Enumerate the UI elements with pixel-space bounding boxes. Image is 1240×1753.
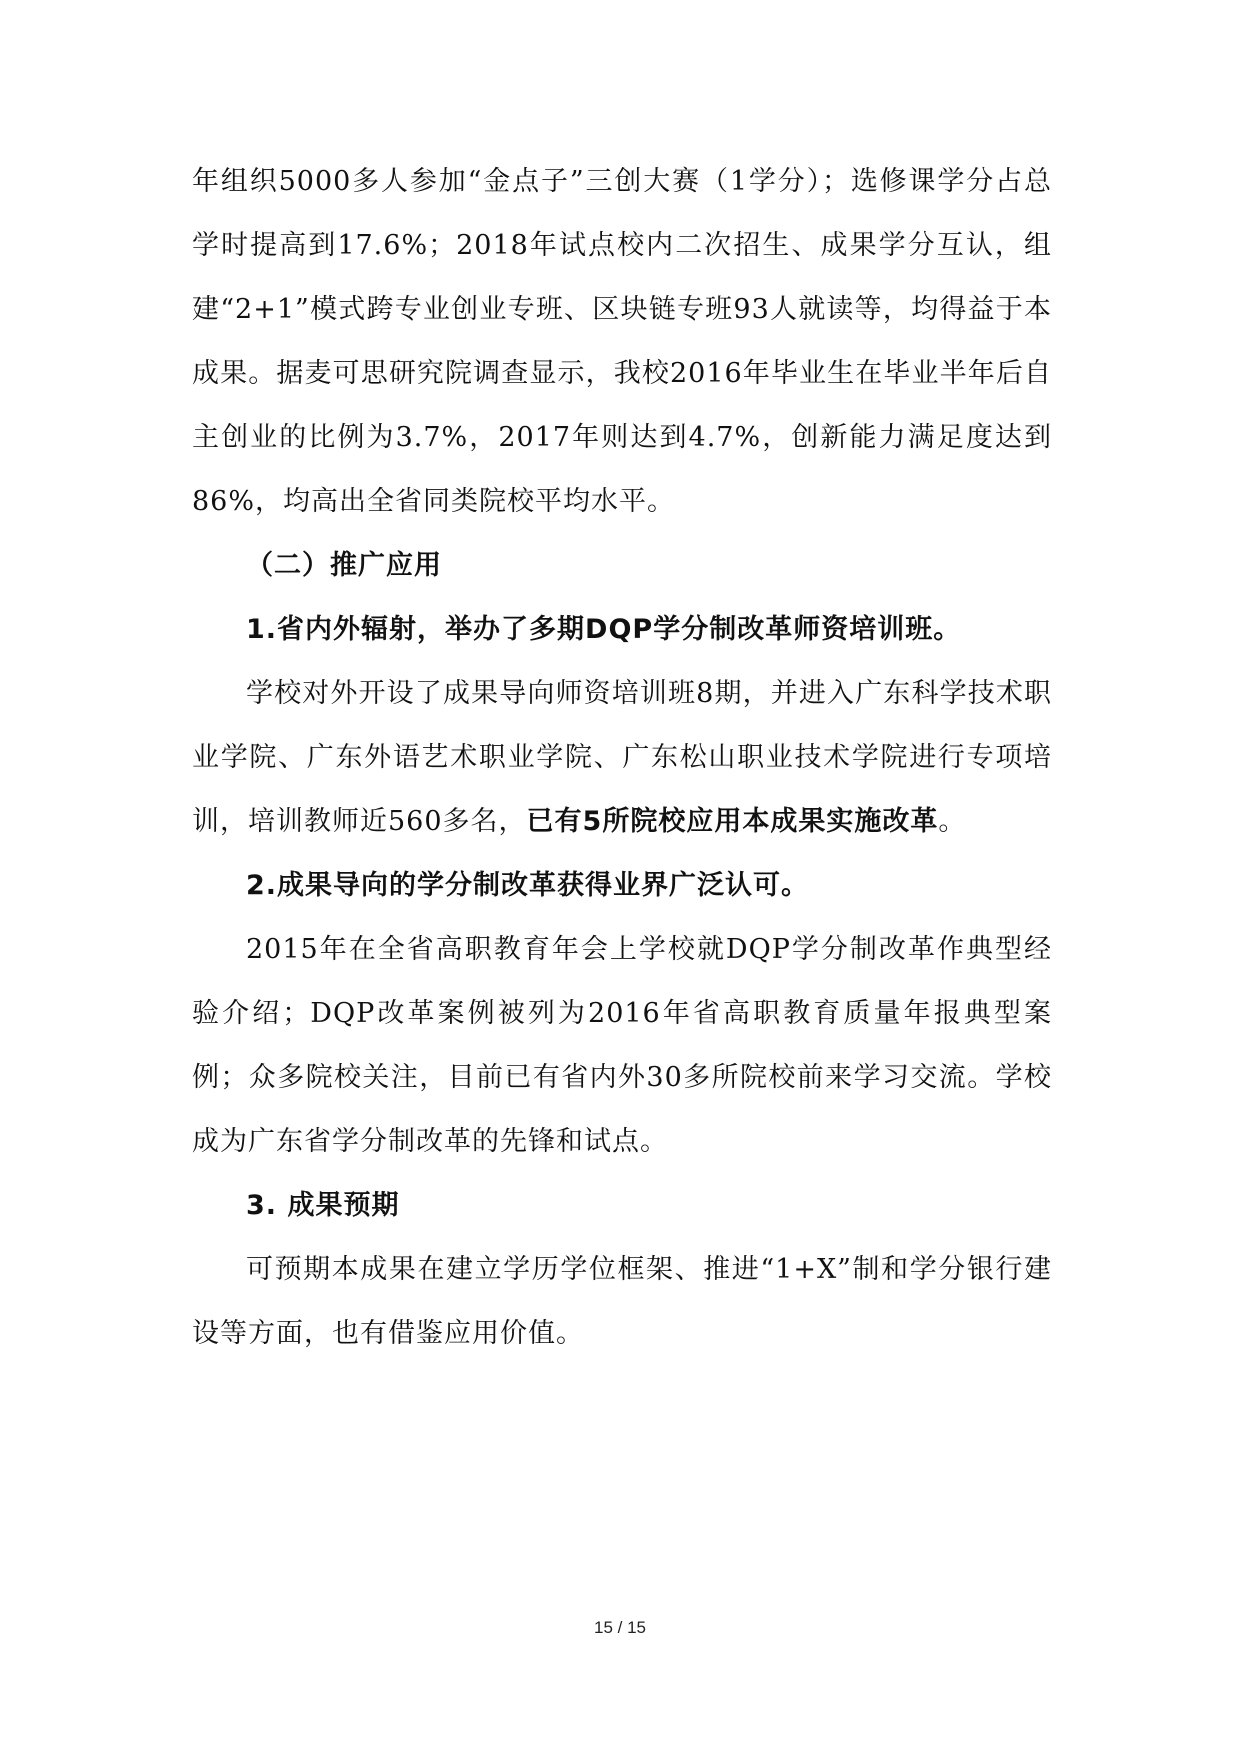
paragraph-results-data: 年组织5000多人参加“金点子”三创大赛（1学分）；选修课学分占总学时提高到17.6%；2018年试点校内二次招生、成果学分互认，组建“2+1”模式跨专业创业专班、区块链专班93人就读等，均得益于本成果。据麦可思研究院调查显示，我校2016年毕业生在毕业半年后自主创业的比例为3.7%，2017年则达到4.7%，创新能力满足度达到86%，均高出全省同类院校平均水平。 [192, 166, 1052, 517]
training-bold-text: 已有5所院校应用本成果实施改革 [526, 806, 939, 837]
page-content [192, 150, 1052, 1366]
paragraph-training [192, 662, 1052, 854]
paragraph-recognition: 2015年在全省高职教育年会上学校就DQP学分制改革作典型经验介绍；DQP改革案例被列为2016年省高职教育质量年报典型案例；众多院校关注，目前已有省内外30多所院校前来学习交流。学校成为广东省学分制改革的先锋和试点。 [192, 934, 1052, 1157]
page-number: 15 / 15 [594, 1618, 646, 1637]
heading-radiation: 1.省内外辐射，举办了多期DQP学分制改革师资培训班。 [246, 614, 962, 645]
heading-expectation: 3. 成果预期 [246, 1190, 400, 1221]
training-text: 学校对外开设了成果导向师资培训班8期，并进入广东科学技术职业学院、广东外语艺术职业学院、广东松山职业技术学院进行专项培训，培训教师近560多名， [192, 678, 1052, 837]
paragraph-expectation: 可预期本成果在建立学历学位框架、推进“1+X”制和学分银行建设等方面，也有借鉴应用价值。 [192, 1254, 1052, 1349]
heading-recognition: 2.成果导向的学分制改革获得业界广泛认可。 [246, 870, 810, 901]
training-end-punct: 。 [938, 806, 967, 837]
section-title-promotion: （二）推广应用 [246, 550, 442, 581]
